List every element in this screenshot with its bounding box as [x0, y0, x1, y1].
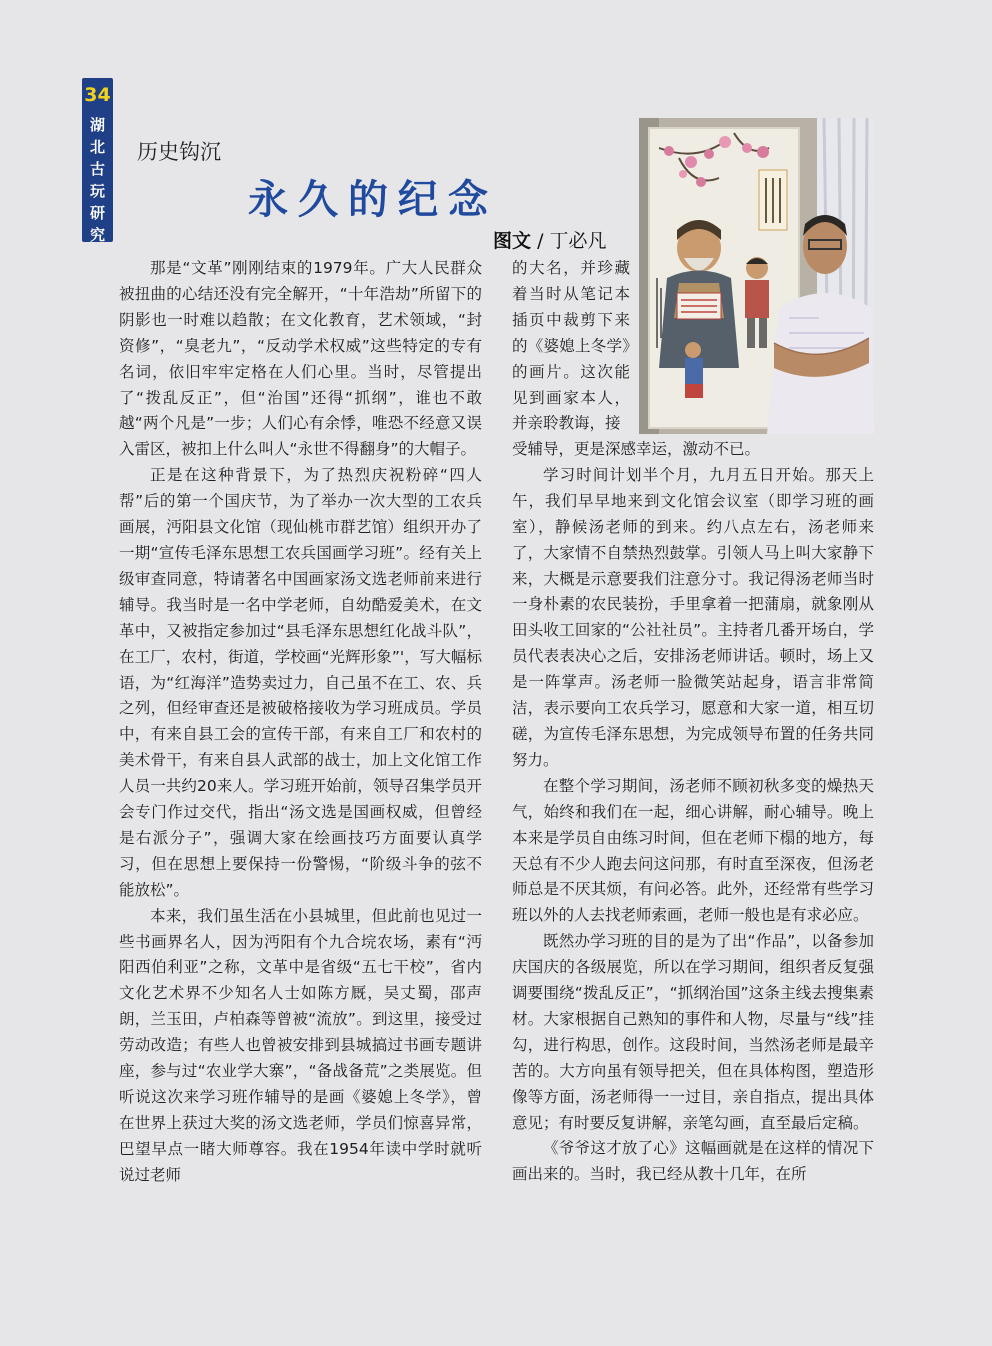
paragraph: 那是“文革”刚刚结束的1979年。广大人民群众被扭曲的心结还没有完全解开，“十年浩劫”所留下的阴影也一时难以趋散；在文化教育，艺术领域，“封资修”，“臭老九”，“反动学术权威”这些特定的专有名词，依旧牢牢定格在人们心里。当时，尽管提出了“拨乱反正”，但“治国”还得“抓纲”，谁也不敢越“两个凡是”一步；人们心有余悸，唯恐不经意又误入雷区，被扣上什么叫人“永世不得翻身”的大帽子。 [119, 259, 482, 459]
article-photo [639, 118, 874, 434]
paragraph: 本来，我们虽生活在小县城里，但此前也见过一些书画界名人，因为沔阳有个九合垸农场，素有“沔阳西伯利亚”之称，文革中是省级“五七干校”，省内文化艺术界不少知名人士如陈方厩，吴丈蜀，邵声朗，兰玉田，卢柏森等曾被“流放”。到这里，接受过劳动改造；有些人也曾被安排到县城搞过书画专题讲座，参与过“农业学大寨”，“备战备荒”之类展览。但听说这次来学习班作辅导的是画《婆媳上冬学》，曾在世界上获过大奖的汤文选老师，学员们惊喜异常，巴望早点一睹大师尊容。我在1954年读中学时就听说过老师 [119, 906, 482, 1184]
photo-man-with-painting-icon [639, 118, 874, 434]
paragraph: 在整个学习期间，汤老师不顾初秋多变的燥热天气，始终和我们在一起，细心讲解，耐心辅导。晚上本来是学员自由练习时间，但在老师下榻的地方，每天总有不少人跑去问这问那，有时直至深夜，但汤老师总是不厌其烦，有问必答。此外，还经常有些学习班以外的人去找老师索画，老师一般也是有求必应。 [512, 776, 874, 925]
left-column [119, 256, 482, 1189]
byline-separator: / [537, 230, 544, 252]
byline-label: 图文 [493, 230, 532, 252]
paragraph-continued: 的大名，并珍藏着当时从笔记本插页中裁剪下来的《婆媳上冬学》的画片。这次能见到画家本人，并亲聆教诲，接 [512, 259, 630, 433]
paragraph: 学习时间计划半个月，九月五日开始。那天上午，我们早早地来到文化馆会议室（即学习班的画室），静候汤老师的到来。约八点左右，汤老师来了，大家情不自禁热烈鼓掌。引领人马上叫大家静下来，大概是示意要我们注意分寸。我记得汤老师当时一身朴素的农民装扮，手里拿着一把蒲扇，就象刚从田头收工回家的“公社社员”。主持者几番开场白，学员代表表决心之后，安排汤老师讲话。顿时，场上又是一阵掌声。汤老师一脸微笑站起身，语言非常简洁，表示要向工农兵学习，愿意和大家一道，相互切磋，为宣传毛泽东思想，为完成领导布置的任务共同努力。 [512, 465, 874, 769]
page-number: 34 [84, 84, 111, 106]
magazine-name-char: 北 [89, 138, 105, 156]
magazine-name [82, 114, 113, 246]
author-name: 丁必凡 [549, 230, 607, 252]
article-title: 永久的纪念 [248, 176, 498, 223]
magazine-name-char: 究 [89, 226, 105, 244]
right-column-wrap-text [512, 256, 630, 437]
magazine-side-tab [82, 78, 113, 242]
section-label: 历史钩沉 [137, 140, 221, 164]
paragraph-continued: 受辅导，更是深感幸运，激动不已。 [512, 440, 761, 458]
paragraph: 正是在这种背景下，为了热烈庆祝粉碎“四人帮”后的第一个国庆节，为了举办一次大型的工农兵画展，沔阳县文化馆（现仙桃市群艺馆）组织开办了一期“宣传毛泽东思想工农兵国画学习班”。经有关上级审查同意，特请著名中国画家汤文选老师前来进行辅导。我当时是一名中学老师，自幼酷爱美术，在文革中，又被指定参加过“县毛泽东思想红化战斗队”，在工厂，农村，街道，学校画“光辉形象”'，写大幅标语，为“红海洋”造势卖过力，自己虽不在工、农、兵之列，但经审查还是被破格接收为学习班成员。学员中，有来自县工会的宣传干部，有来自工厂和农村的美术骨干，有来自县人武部的战士，加上文化馆工作人员一共约20来人。学习班开始前，领导召集学员开会专门作过交代，指出“汤文选是国画权威，但曾经是右派分子”，强调大家在绘画技巧方面要认真学习，但在思想上要保持一份警惕，“阶级斗争的弦不能放松”。 [119, 466, 482, 899]
magazine-name-char: 玩 [89, 182, 105, 200]
magazine-name-char: 研 [89, 204, 105, 222]
magazine-name-char: 湖 [89, 116, 105, 134]
paragraph: 既然办学习班的目的是为了出“作品”，以备参加庆国庆的各级展览，所以在学习期间，组织者反复强调要围绕“拨乱反正”，“抓纲治国”这条主线去搜集素材。大家根据自己熟知的事件和人物，尽量与“线”挂勾，进行构思，创作。这段时间，当然汤老师是最辛苦的。大方向虽有领导把关，但在具体构图，塑造形像等方面，汤老师得一一过目，亲自指点，提出具体意见；有时要反复讲解，亲笔勾画，直至最后定稿。 [512, 932, 874, 1132]
byline [493, 226, 607, 253]
magazine-name-char: 古 [89, 160, 105, 178]
right-column [512, 437, 874, 1188]
paragraph: 《爷爷这才放了心》这幅画就是在这样的情况下画出来的。当时，我已经从教十几年，在所 [512, 1139, 874, 1184]
